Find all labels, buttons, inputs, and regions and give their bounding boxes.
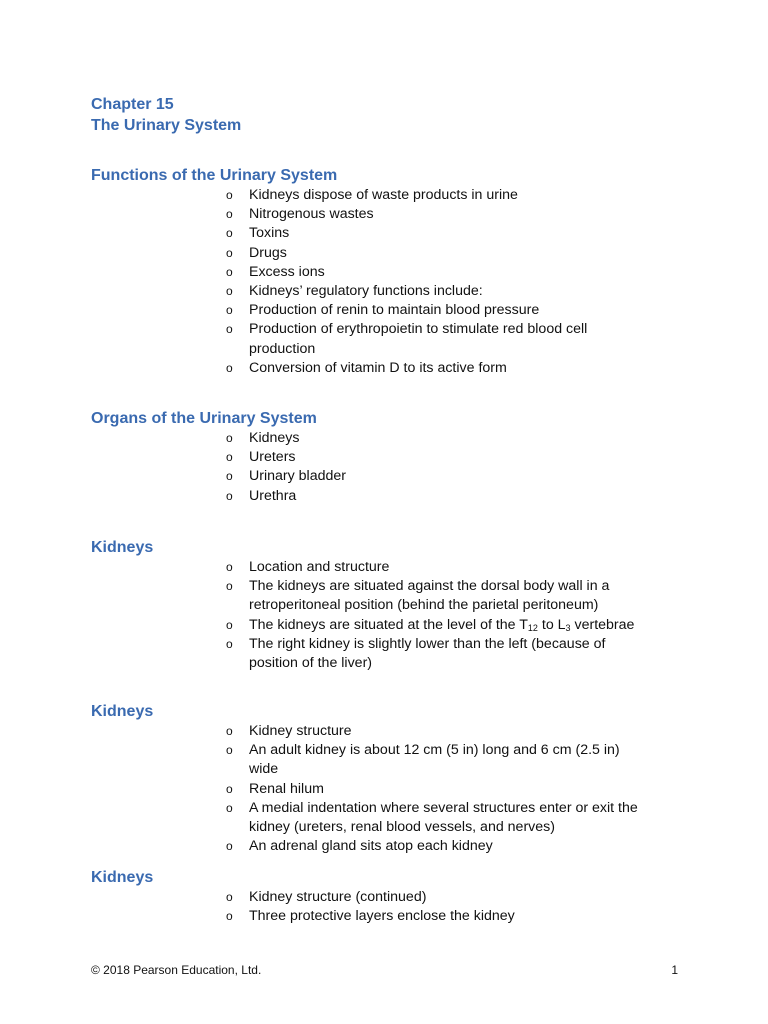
list-item-text: vertebrae: [570, 616, 635, 633]
list-item: [0, 186, 641, 205]
list-item: [0, 263, 641, 282]
section-organs: [0, 409, 768, 506]
list-item-text: Production of renin to maintain blood pressure: [249, 302, 540, 319]
chapter-number: Chapter 15: [91, 96, 174, 113]
section-kidneys-structure: [0, 702, 768, 856]
bullet-icon: o: [226, 360, 233, 375]
list-item: [0, 616, 641, 635]
section-heading: Functions of the Urinary System: [91, 167, 338, 184]
bullet-icon: o: [226, 207, 233, 222]
section-heading: Kidneys: [91, 869, 154, 886]
bullet-icon: o: [226, 188, 233, 202]
bullet-icon: o: [226, 839, 233, 854]
footer-copyright: © 2018 Pearson Education, Ltd.: [91, 963, 262, 977]
list-item-text: Production of erythropoietin to stimulate red blood cell production: [249, 321, 588, 357]
list-item-text: The kidneys are situated against the dorsal body wall in a retroperitoneal position (behind the parietal peritoneum): [249, 578, 610, 614]
list-item: [0, 448, 641, 467]
list-item-text: An adult kidney is about 12 cm (5 in) long and 6 cm (2.5 in) wide: [249, 742, 620, 778]
chapter-heading: [91, 94, 241, 136]
list-item: [0, 320, 641, 358]
list-item: [0, 487, 641, 506]
bullet-icon: o: [226, 890, 233, 904]
bullet-icon: o: [226, 245, 233, 260]
list-item-text: An adrenal gland sits atop each kidney: [249, 838, 493, 855]
footer-page-number: 1: [671, 963, 678, 977]
section-kidneys-location: [0, 538, 768, 673]
bullet-icon: o: [226, 284, 233, 299]
list-item: [0, 282, 641, 301]
list-item-text: Kidneys’ regulatory functions include:: [249, 283, 483, 300]
list-item: [0, 224, 641, 243]
list-item: [0, 467, 641, 486]
section-heading: Organs of the Urinary System: [91, 410, 317, 427]
list-item-text: The kidneys are situated at the level of the T: [249, 616, 528, 633]
section-heading: Kidneys: [91, 703, 154, 720]
section-functions: [0, 166, 768, 378]
list-item-text: Conversion of vitamin D to its active form: [249, 359, 507, 376]
bullet-icon: o: [226, 781, 233, 796]
bullet-list: [0, 186, 768, 378]
list-item: [0, 635, 641, 673]
list-item: [0, 429, 641, 448]
bullet-list: [0, 888, 768, 926]
list-item-text: Nitrogenous wastes: [249, 206, 374, 223]
list-item: [0, 799, 641, 837]
list-item: [0, 837, 641, 856]
list-item: [0, 244, 641, 263]
list-item: [0, 359, 641, 378]
bullet-icon: o: [226, 264, 233, 279]
bullet-icon: o: [226, 743, 233, 758]
list-item: [0, 577, 641, 615]
list-item-text: Drugs: [249, 244, 287, 261]
list-item-text: Renal hilum: [249, 780, 324, 797]
list-item-text: Toxins: [249, 225, 290, 242]
list-item-text: Excess ions: [249, 263, 325, 280]
bullet-list: [0, 429, 768, 506]
bullet-icon: o: [226, 431, 233, 445]
list-item-text: Kidneys dispose of waste products in urine: [249, 187, 518, 203]
list-item-text: Kidneys: [249, 430, 300, 446]
bullet-icon: o: [226, 303, 233, 318]
section-heading: Kidneys: [91, 539, 154, 556]
bullet-icon: o: [226, 450, 233, 465]
list-item: [0, 205, 641, 224]
list-item-text: Kidney structure: [249, 723, 352, 739]
bullet-icon: o: [226, 800, 233, 815]
list-item-text: Ureters: [249, 449, 296, 466]
list-item-text: A medial indentation where several structures enter or exit the kidney (ureters, renal blood vessels, and nerves): [249, 799, 638, 836]
section-kidneys-structure-continued: [0, 868, 768, 926]
chapter-title: The Urinary System: [91, 117, 242, 134]
list-item-text: Location and structure: [249, 559, 390, 575]
list-item-text: Urinary bladder: [249, 468, 346, 485]
list-item: [0, 301, 641, 320]
bullet-icon: o: [226, 636, 233, 651]
subscript: 12: [527, 622, 538, 633]
list-item-text: to L: [537, 616, 566, 633]
bullet-icon: o: [226, 488, 233, 503]
list-item: [0, 741, 641, 779]
bullet-icon: o: [226, 469, 233, 484]
list-item: [0, 888, 641, 907]
list-item-text: Kidney structure (continued): [249, 889, 427, 905]
bullet-icon: o: [226, 617, 233, 632]
bullet-list: [0, 722, 768, 856]
list-item-text: The right kidney is slightly lower than the left (because of position of the liver): [249, 635, 606, 672]
list-item: [0, 907, 641, 926]
bullet-icon: o: [226, 560, 233, 574]
bullet-icon: o: [226, 226, 233, 241]
bullet-icon: o: [226, 579, 233, 594]
bullet-list: [0, 558, 768, 673]
list-item: [0, 558, 641, 577]
bullet-icon: o: [226, 724, 233, 738]
list-item: [0, 780, 641, 799]
bullet-icon: o: [226, 322, 233, 337]
subscript: 3: [565, 622, 571, 633]
bullet-icon: o: [226, 909, 233, 924]
list-item-text: Urethra: [249, 487, 297, 504]
list-item: [0, 722, 641, 741]
list-item-text: Three protective layers enclose the kidney: [249, 908, 515, 925]
